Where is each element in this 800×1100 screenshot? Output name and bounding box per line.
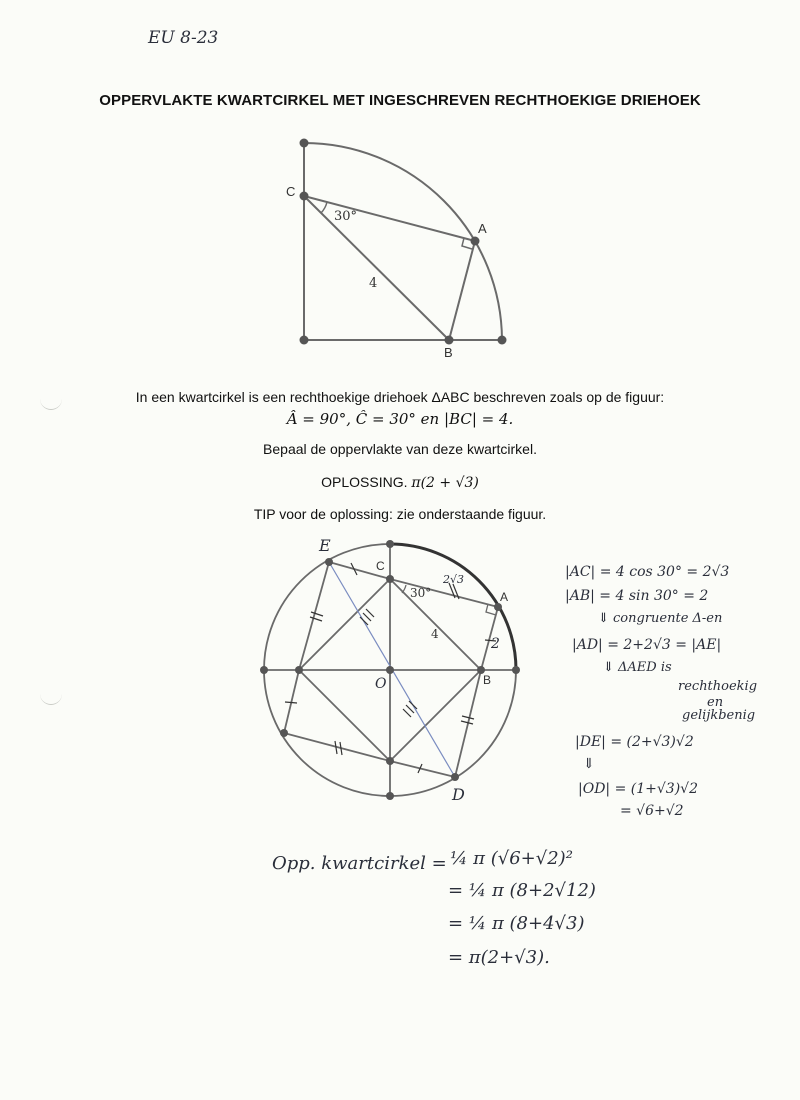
note-line: en: [707, 695, 724, 710]
note-line: |DE| = (2+√3)√2: [575, 734, 694, 750]
label-a: A: [478, 221, 487, 236]
note-line: rechthoekig: [678, 679, 758, 694]
solution-value: π(2 + √3): [411, 475, 479, 491]
note-line: ⇓: [583, 756, 595, 772]
label-a: A: [500, 590, 509, 604]
label-ab-length: 2: [491, 636, 500, 652]
final-line: = ¼ π (8+4√3): [448, 913, 585, 934]
final-line: ¼ π (√6+√2)²: [450, 848, 573, 869]
square-edge: [390, 670, 481, 761]
label-side: 4: [431, 627, 439, 641]
label-e: E: [319, 536, 331, 555]
final-label: Opp. kwartcirkel =: [272, 853, 447, 874]
note-line: ⇓ congruente Δ-en: [598, 611, 723, 626]
segment-bd: [390, 761, 455, 777]
label-b: B: [444, 345, 453, 360]
problem-line-1: In een kwartcirkel is een rechthoekige driehoek ΔABC beschreven zoals op de figuur:: [135, 389, 665, 405]
final-line: = π(2+√3).: [448, 947, 550, 968]
label-ac-length: 2√3: [443, 573, 465, 586]
note-line: gelijkbenig: [682, 708, 756, 723]
tip-text: TIP voor de oplossing: zie onderstaande figuur.: [253, 506, 547, 522]
segment-left-low: [284, 670, 299, 733]
note-line: ⇓ ΔAED is: [603, 660, 672, 675]
segment-cb: [390, 579, 481, 670]
label-d: D: [452, 785, 465, 804]
label-b: B: [483, 673, 492, 687]
page-title: OPPERVLAKTE KWARTCIRKEL MET INGESCHREVEN RECHTHOEKIGE DRIEHOEK: [99, 92, 701, 109]
final-line: = ¼ π (8+2√12): [448, 880, 596, 901]
note-line: = √6+√2: [620, 803, 684, 819]
solution-label: OPLOSSING.: [321, 474, 408, 490]
exercise-reference: EU 8-23: [148, 28, 219, 48]
note-line: |OD| = (1+√3)√2: [578, 781, 698, 797]
square-edge: [299, 579, 390, 670]
problem-line-2: Â = 90°, Ĉ = 30° en |BC| = 4.: [286, 410, 514, 428]
label-c: C: [286, 184, 296, 199]
problem-question: Bepaal de oppervlakte van deze kwartcirkel.: [263, 441, 537, 457]
label-c: C: [376, 559, 385, 573]
label-angle: 30°: [334, 209, 358, 224]
note-line: |AC| = 4 cos 30° = 2√3: [565, 564, 730, 580]
label-angle: 30°: [410, 586, 432, 600]
note-line: |AB| = 4 sin 30° = 2: [565, 588, 709, 604]
label-o: O: [375, 676, 387, 692]
note-line: |AD| = 2+2√3 = |AE|: [572, 637, 722, 653]
label-side: 4: [369, 276, 378, 291]
